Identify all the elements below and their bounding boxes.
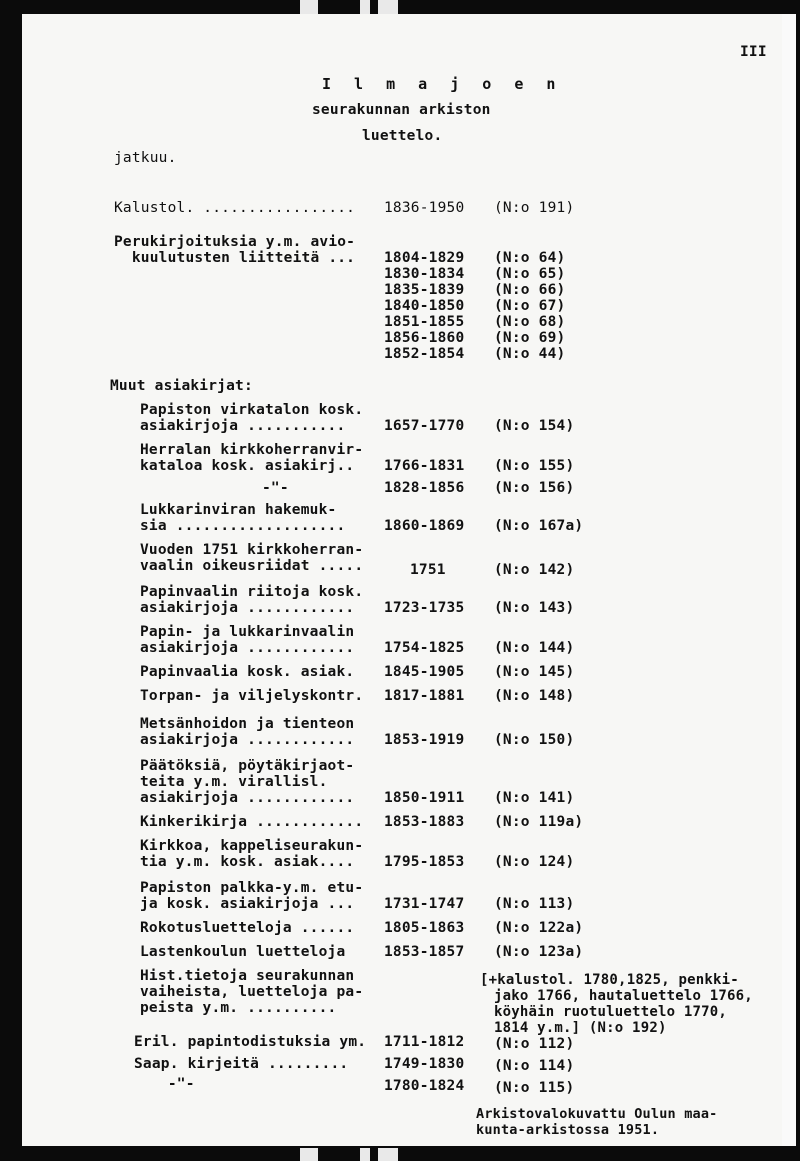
entry-label: asiakirjoja ............ — [140, 732, 355, 748]
entry-label: tia y.m. kosk. asiak.... — [140, 854, 355, 870]
document-title: I l m a j o e n — [322, 75, 563, 93]
film-edge-mark — [378, 1148, 398, 1161]
entry-number: (N:o 167a) — [494, 518, 584, 534]
entry-number: (N:o 155) — [494, 458, 575, 474]
film-edge-mark — [300, 1148, 318, 1161]
entry-years: 1853-1883 — [384, 814, 465, 830]
intro-text: jatkuu. — [114, 150, 177, 166]
entry-years: 1840-1850 — [384, 298, 465, 314]
entry-number: (N:o 145) — [494, 664, 575, 680]
entry-label: Lastenkoulun luetteloja — [140, 944, 346, 960]
entry-years: 1804-1829 — [384, 250, 465, 266]
entry-label: sia ................... — [140, 518, 346, 534]
entry-label: Papin- ja lukkarinvaalin — [140, 624, 355, 640]
entry-label: kataloa kosk. asiakirj.. — [140, 458, 355, 474]
entry-years: 1766-1831 — [384, 458, 465, 474]
entry-years: 1828-1856 — [384, 480, 465, 496]
section-heading: Muut asiakirjat: — [110, 378, 253, 394]
entry-number: (N:o 122a) — [494, 920, 584, 936]
entry-label: asiakirjoja ............ — [140, 640, 355, 656]
entry-years: 1860-1869 — [384, 518, 465, 534]
entry-number: (N:o 142) — [494, 562, 575, 578]
entry-number: (N:o 112) — [494, 1036, 575, 1052]
archive-stamp-line: Arkistovalokuvattu Oulun maa- — [476, 1106, 718, 1122]
entry-number: (N:o 115) — [494, 1080, 575, 1096]
entry-years: 1853-1919 — [384, 732, 465, 748]
archive-stamp-line: kunta-arkistossa 1951. — [476, 1122, 660, 1138]
entry-number: (N:o 65) — [494, 266, 566, 282]
entry-label: Metsänhoidon ja tienteon — [140, 716, 355, 732]
document-subtitle-2: luettelo. — [362, 128, 443, 144]
entry-years: 1856-1860 — [384, 330, 465, 346]
page-number: III — [740, 44, 767, 60]
entry-years: 1723-1735 — [384, 600, 465, 616]
entry-years: 1754-1825 — [384, 640, 465, 656]
entry-years: 1817-1881 — [384, 688, 465, 704]
entry-label: Torpan- ja viljelyskontr. — [140, 688, 364, 704]
document-subtitle: seurakunnan arkiston — [312, 102, 491, 118]
entry-years: 1853-1857 — [384, 944, 465, 960]
entry-number: (N:o 154) — [494, 418, 575, 434]
ditto-mark: -"- — [150, 1076, 195, 1092]
entry-label: Lukkarinviran hakemuk- — [140, 502, 337, 518]
entry-number: (N:o 67) — [494, 298, 566, 314]
entry-label: Kirkkoa, kappeliseurakun- — [140, 838, 364, 854]
entry-years: 1850-1911 — [384, 790, 465, 806]
entry-number: (N:o 124) — [494, 854, 575, 870]
entry-label: teita y.m. virallisl. — [140, 774, 328, 790]
entry-number: (N:o 141) — [494, 790, 575, 806]
entry-label: asiakirjoja ............ — [140, 600, 355, 616]
entry-years: 1835-1839 — [384, 282, 465, 298]
entry-number: (N:o 119a) — [494, 814, 584, 830]
entry-years: 1751 — [410, 562, 446, 578]
entry-label: Päätöksiä, pöytäkirjaot- — [140, 758, 355, 774]
entry-label: Herralan kirkkoherranvir- — [140, 442, 364, 458]
entry-years: 1711-1812 — [384, 1034, 465, 1050]
entry-years: 1852-1854 — [384, 346, 465, 362]
entry-label: Papinvaalin riitoja kosk. — [140, 584, 364, 600]
entry-label: Rokotusluetteloja ...... — [140, 920, 355, 936]
entry-number: (N:o 150) — [494, 732, 575, 748]
entry-years: 1731-1747 — [384, 896, 465, 912]
entry-label: vaiheista, luetteloja pa- — [140, 984, 364, 1000]
entry-number: (N:o 156) — [494, 480, 575, 496]
entry-label: asiakirjoja ............ — [140, 790, 355, 806]
entry-years: 1845-1905 — [384, 664, 465, 680]
entry-label: ja kosk. asiakirjoja ... — [140, 896, 355, 912]
entry-note: 1814 y.m.] (N:o 192) — [494, 1020, 667, 1036]
entry-number: (N:o 44) — [494, 346, 566, 362]
film-edge-mark — [360, 1148, 370, 1161]
entry-number: (N:o 191) — [494, 200, 575, 216]
entry-number: (N:o 143) — [494, 600, 575, 616]
entry-label: asiakirjoja ........... — [140, 418, 346, 434]
entry-label: kuulutusten liitteitä ... — [114, 250, 356, 266]
entry-label: Vuoden 1751 kirkkoherran- — [140, 542, 364, 558]
entry-number: (N:o 148) — [494, 688, 575, 704]
entry-label: Perukirjoituksia y.m. avio- — [114, 234, 356, 250]
entry-label: Papiston virkatalon kosk. — [140, 402, 364, 418]
entry-years: 1805-1863 — [384, 920, 465, 936]
entry-note: jako 1766, hautaluettelo 1766, — [494, 988, 753, 1004]
entry-years: 1836-1950 — [384, 200, 465, 216]
entry-label: Saap. kirjeitä ......... — [134, 1056, 349, 1072]
entry-number: (N:o 64) — [494, 250, 566, 266]
entry-number: (N:o 66) — [494, 282, 566, 298]
entry-label: Kalustol. ................. — [114, 200, 356, 216]
entry-years: 1657-1770 — [384, 418, 465, 434]
entry-label: Papinvaalia kosk. asiak. — [140, 664, 355, 680]
entry-label: Hist.tietoja seurakunnan — [140, 968, 355, 984]
entry-label: Papiston palkka-y.m. etu- — [140, 880, 364, 896]
entry-number: (N:o 113) — [494, 896, 575, 912]
entry-number: (N:o 144) — [494, 640, 575, 656]
document-page — [22, 14, 796, 1146]
entry-number: (N:o 69) — [494, 330, 566, 346]
ditto-mark: -"- — [262, 480, 289, 496]
entry-label: Eril. papintodistuksia ym. — [134, 1034, 367, 1050]
entry-years: 1830-1834 — [384, 266, 465, 282]
entry-number: (N:o 68) — [494, 314, 566, 330]
entry-label: vaalin oikeusriidat ..... — [140, 558, 364, 574]
entry-number: (N:o 114) — [494, 1058, 575, 1074]
entry-years: 1851-1855 — [384, 314, 465, 330]
entry-years: 1749-1830 — [384, 1056, 465, 1072]
entry-number: (N:o 123a) — [494, 944, 584, 960]
entry-label: Kinkerikirja ............ — [140, 814, 364, 830]
entry-years: 1780-1824 — [384, 1078, 465, 1094]
entry-label: peista y.m. .......... — [140, 1000, 337, 1016]
entry-note: [+kalustol. 1780,1825, penkki- — [480, 972, 739, 988]
entry-years: 1795-1853 — [384, 854, 465, 870]
entry-note: köyhäin ruotuluettelo 1770, — [494, 1004, 727, 1020]
